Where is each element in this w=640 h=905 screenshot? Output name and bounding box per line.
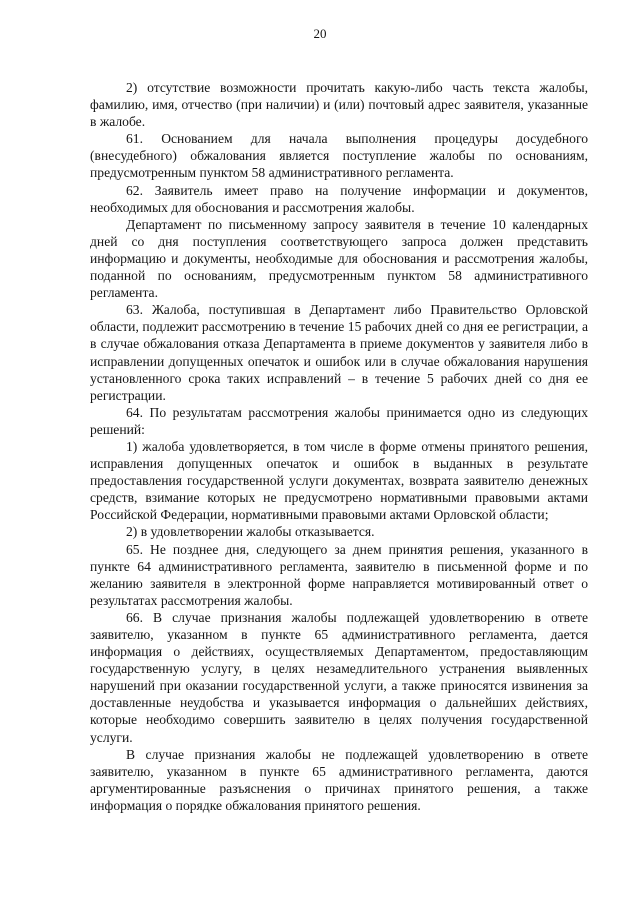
paragraph-65: 65. Не позднее дня, следующего за днем принятия решения, указанного в пункте 64 административного регламента, заявителю в письменной форме и по желанию заявителя в электронной форме направляется мотивированный ответ о результатах рассмотрения жалобы. xyxy=(90,541,588,608)
paragraph-complaint-unreadable: 2) отсутствие возможности прочитать какую-либо часть текста жалобы, фамилию, имя, отчество (при наличии) и (или) почтовый адрес заявителя, указанные в жалобе. xyxy=(90,80,588,130)
paragraph-department-request: Департамент по письменному запросу заявителя в течение 10 календарных дней со дня поступления соответствующего запроса должен представить информацию и документы, необходимые для обоснования и рассмотрения жалобы, поданной по основаниям, предусмотренным пунктом 58 административного регламента. xyxy=(90,216,588,301)
document-body xyxy=(90,79,588,814)
paragraph-62: 62. Заявитель имеет право на получение информации и документов, необходимых для обоснования и рассмотрения жалобы. xyxy=(90,182,588,215)
paragraph-61: 61. Основанием для начала выполнения процедуры досудебного (внесудебного) обжалования является поступление жалобы по основаниям, предусмотренным пунктом 58 административного регламента. xyxy=(90,131,588,181)
paragraph-63: 63. Жалоба, поступившая в Департамент либо Правительство Орловской области, подлежит рассмотрению в течение 15 рабочих дней со дня ее регистрации, а в случае обжалования отказа Департамента в приеме документов у заявителя либо в исправлении допущенных опечаток и ошибок или в случае обжалования нарушения установленного срока таких исправлений – в течение 5 рабочих дней со дня ее регистрации. xyxy=(90,302,588,403)
page-number: 20 xyxy=(313,26,327,41)
paragraph-decision-1: 1) жалоба удовлетворяется, в том числе в форме отмены принятого решения, исправления допущенных опечаток и ошибок в выданных в результате предоставления государственной услуги документах, возврата заявителю денежных средств, взимание которых не предусмотрено нормативными правовыми актами Российской Федерации, нормативными правовыми актами Орловской области; xyxy=(90,438,588,523)
paragraph-66: 66. В случае признания жалобы подлежащей удовлетворению в ответе заявителю, указанном в пункте 65 административного регламента, дается информация о действиях, осуществляемых Департаментом, предоставляющим государственную услугу, в целях незамедлительного устранения выявленных нарушений при оказании государственной услуги, а также приносятся извинения за доставленные неудобства и указывается информация о дальнейших действиях, которые необходимо совершить заявителю в целях получения государственной услуги. xyxy=(90,609,588,745)
paragraph-decision-2: 2) в удовлетворении жалобы отказывается. xyxy=(126,524,375,540)
paragraph-refusal: В случае признания жалобы не подлежащей удовлетворению в ответе заявителю, указанном в пункте 65 административного регламента, даются аргументированные разъяснения о причинах принятого решения, а также информация о порядке обжалования принятого решения. xyxy=(90,746,588,813)
paragraph-64: 64. По результатам рассмотрения жалобы принимается одно из следующих решений: xyxy=(90,404,588,437)
